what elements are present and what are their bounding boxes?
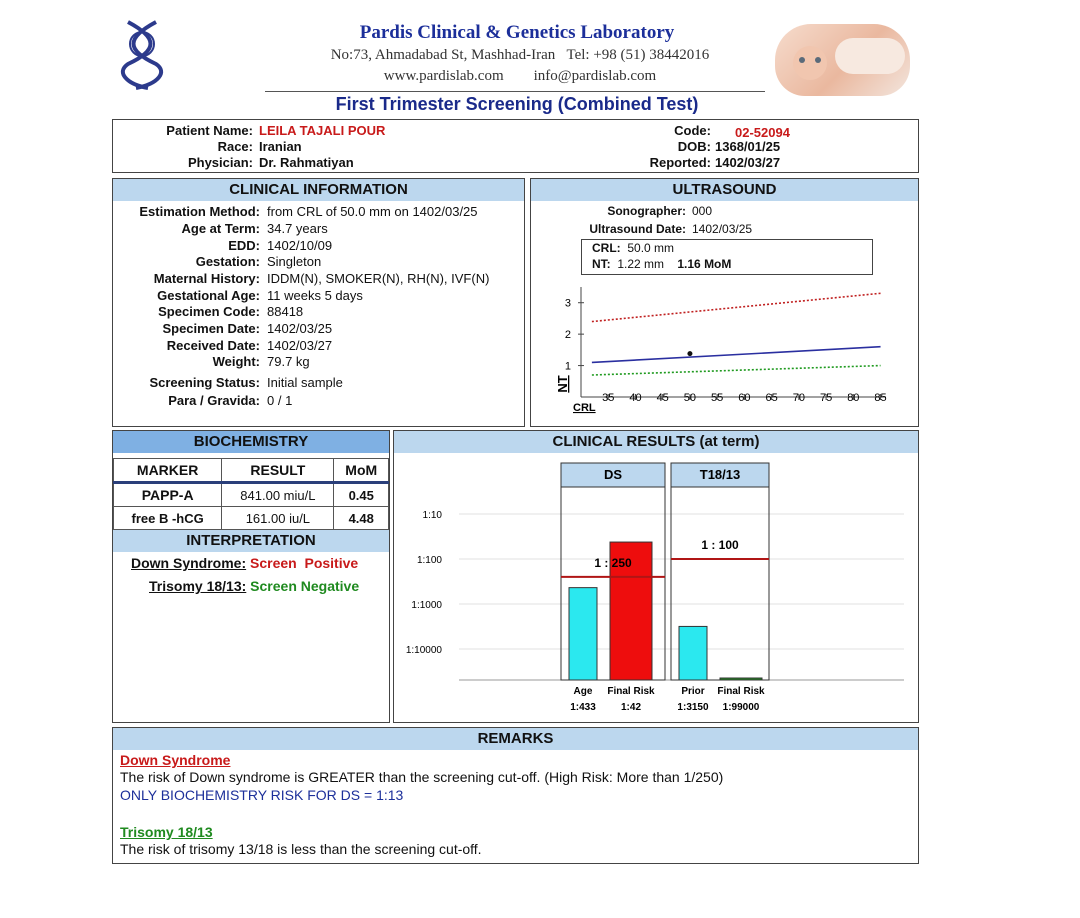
clinical-info-box xyxy=(112,178,525,427)
remarks-ds-title: Down Syndrome xyxy=(120,752,231,768)
bar-value: 1:3150 xyxy=(677,702,709,713)
sonographer-value: 000 xyxy=(692,204,713,218)
col-mom: MoM xyxy=(334,459,389,483)
physician-label: Physician: xyxy=(187,155,253,170)
y-tick-label: 1:1000 xyxy=(411,600,442,611)
clinical-row-label: Maternal History: xyxy=(153,271,260,286)
t18-interp-label: Trisomy 18/13: xyxy=(149,578,247,594)
lab-name: Pardis Clinical & Genetics Laboratory xyxy=(359,22,675,43)
patient-name-label: Patient Name: xyxy=(166,123,253,138)
y-tick-label: 3 xyxy=(564,297,571,310)
y-tick-label: 1:100 xyxy=(416,555,442,566)
lab-web-line xyxy=(270,68,770,85)
clinical-row-label: Gestational Age: xyxy=(157,288,260,303)
dob-label: DOB: xyxy=(677,139,711,154)
clinical-info-header: CLINICAL INFORMATION xyxy=(113,179,524,201)
x-tick-label: 35 xyxy=(602,392,615,404)
lab-website[interactable]: www.pardislab.com xyxy=(383,68,504,84)
ultrasound-header: ULTRASOUND xyxy=(531,179,918,201)
x-tick-label: 65 xyxy=(765,392,778,404)
crl-label: CRL: xyxy=(592,241,621,255)
x-tick-label: 80 xyxy=(847,392,860,404)
header-divider xyxy=(265,91,765,92)
lab-contact-line xyxy=(270,47,770,64)
col-marker: MARKER xyxy=(114,459,222,483)
bar-label: Final Risk xyxy=(717,686,765,697)
ultrasound-date-value: 1402/03/25 xyxy=(692,222,753,236)
bar-value: 1:42 xyxy=(620,702,642,713)
clinical-row-label: Specimen Code: xyxy=(158,304,260,319)
y-tick-label: 1 xyxy=(564,360,571,373)
table-row xyxy=(114,483,389,507)
patient-name: LEILA TAJALI POUR xyxy=(259,123,386,138)
clinical-row-value: from CRL of 50.0 mm on 1402/03/25 xyxy=(267,204,478,219)
t18-panel-title: T18/13 xyxy=(699,467,741,482)
sonographer-label: Sonographer: xyxy=(607,204,686,218)
x-tick-label: 70 xyxy=(792,392,805,404)
clinical-row-value: 88418 xyxy=(267,304,304,319)
reported-label: Reported: xyxy=(649,155,711,170)
nt-label: NT: xyxy=(592,257,611,271)
remarks-t18-text: The risk of trisomy 13/18 is less than the screening cut-off. xyxy=(120,841,482,857)
dob-value: 1368/01/25 xyxy=(715,139,781,154)
table-row xyxy=(114,507,389,530)
ds-panel-title: DS xyxy=(603,467,623,482)
clinical-row-label: Estimation Method: xyxy=(139,204,260,219)
risk-bar xyxy=(679,626,707,680)
x-tick-label: 85 xyxy=(874,392,887,404)
col-result: RESULT xyxy=(222,459,334,483)
risk-bar xyxy=(569,588,597,680)
clinical-row-label: Para / Gravida: xyxy=(168,393,260,408)
physician-value: Dr. Rahmatiyan xyxy=(259,155,354,170)
lab-address: No:73, Ahmadabad St, Mashhad-Iran xyxy=(330,47,556,63)
mom-cell: 0.45 xyxy=(334,483,389,507)
remarks-header: REMARKS xyxy=(113,728,918,750)
clinical-row-label: Age at Term: xyxy=(181,221,260,236)
clinical-row-value: 1402/03/27 xyxy=(267,338,333,353)
ds-cutoff-label: 1 : 250 xyxy=(594,555,632,570)
x-tick-label: 45 xyxy=(656,392,669,404)
risk-bar xyxy=(720,678,762,680)
clinical-results-header: CLINICAL RESULTS (at term) xyxy=(394,431,918,453)
nt-value: 1.22 mm xyxy=(617,257,665,271)
risk-chart xyxy=(394,458,918,720)
bar-value: 1:433 xyxy=(570,702,596,713)
ds-interp-label: Down Syndrome: xyxy=(131,555,247,571)
clinical-row-value: 34.7 years xyxy=(267,221,328,236)
ds-interp-result: Screen Positive xyxy=(250,555,359,571)
bar-label: Prior xyxy=(681,686,705,697)
report-title: First Trimester Screening (Combined Test) xyxy=(335,94,699,114)
biochemistry-box xyxy=(112,430,390,723)
t18-cutoff-label: 1 : 100 xyxy=(701,538,739,552)
clinical-row-value: Singleton xyxy=(267,254,322,269)
clinical-row-value: IDDM(N), SMOKER(N), RH(N), IVF(N) xyxy=(267,271,490,286)
clinical-row-label: Received Date: xyxy=(166,338,260,353)
code-value: 02-52094 xyxy=(735,125,790,140)
series-line-upper xyxy=(592,293,881,321)
x-tick-label: 50 xyxy=(683,392,697,404)
lab-email[interactable]: info@pardislab.com xyxy=(533,68,657,84)
y-tick-label: 1:10 xyxy=(422,510,442,521)
clinical-row-value: 11 weeks 5 days xyxy=(267,288,363,303)
result-cell: 161.00 iu/L xyxy=(222,507,334,530)
clinical-row-value: 1402/03/25 xyxy=(267,321,333,336)
t18-interp-result: Screen Negative xyxy=(250,578,360,594)
y-tick-label: 1:10000 xyxy=(405,645,442,656)
x-axis-label: CRL xyxy=(573,402,596,414)
marker-cell: free B -hCG xyxy=(114,507,222,530)
bar-label: Final Risk xyxy=(607,686,655,697)
biochemistry-table xyxy=(113,458,389,530)
bar-label: Age xyxy=(573,686,593,697)
series-line-lower xyxy=(592,366,881,375)
clinical-row-value: Initial sample xyxy=(267,375,343,390)
biochemistry-header: BIOCHEMISTRY xyxy=(113,431,389,453)
reported-value: 1402/03/27 xyxy=(715,155,781,170)
x-tick-label: 55 xyxy=(711,392,724,404)
clinical-row-label: Screening Status: xyxy=(149,375,260,390)
clinical-row-label: Weight: xyxy=(212,354,260,369)
bar-value: 1:99000 xyxy=(722,702,760,713)
clinical-row-value: 0 / 1 xyxy=(267,393,293,408)
remarks-t18-title: Trisomy 18/13 xyxy=(120,824,213,840)
clinical-row-value: 79.7 kg xyxy=(267,354,310,369)
race-label: Race: xyxy=(217,139,253,154)
nt-crl-chart xyxy=(531,279,918,419)
clinical-row-label: Specimen Date: xyxy=(162,321,260,336)
nt-mom-value: 1.16 MoM xyxy=(677,257,732,271)
clinical-results-box xyxy=(393,430,919,723)
x-tick-label: 60 xyxy=(738,392,751,404)
race-value: Iranian xyxy=(259,139,302,154)
marker-cell: PAPP-A xyxy=(114,483,222,507)
y-tick-label: 2 xyxy=(564,329,571,342)
nt-measurement-point xyxy=(687,351,692,356)
y-axis-label: NT xyxy=(555,375,570,393)
ultrasound-box xyxy=(530,178,919,427)
ultrasound-date-label: Ultrasound Date: xyxy=(589,222,686,236)
clinical-row-label: Gestation: xyxy=(195,254,260,269)
nt-measure-box xyxy=(581,239,873,275)
mom-cell: 4.48 xyxy=(334,507,389,530)
crl-value: 50.0 mm xyxy=(627,241,675,255)
t18-interpretation xyxy=(149,578,359,594)
remarks-box xyxy=(112,727,919,864)
code-label: Code: xyxy=(674,123,711,138)
x-tick-label: 40 xyxy=(629,392,642,404)
interpretation-header: INTERPRETATION xyxy=(113,530,389,552)
series-line-median xyxy=(592,347,881,363)
clinical-row-value: 1402/10/09 xyxy=(267,238,333,253)
patient-info-box xyxy=(112,119,919,173)
lab-phone: Tel: +98 (51) 38442016 xyxy=(566,47,710,63)
remarks-ds-text: The risk of Down syndrome is GREATER than the screening cut-off. (High Risk: More than 1/250) xyxy=(120,769,724,785)
lab-logo xyxy=(118,18,166,90)
ds-interpretation xyxy=(131,555,358,571)
baby-photo xyxy=(775,24,910,96)
x-tick-label: 75 xyxy=(819,392,833,404)
result-cell: 841.00 miu/L xyxy=(222,483,334,507)
clinical-row-label: EDD: xyxy=(228,238,260,253)
remarks-ds-note: ONLY BIOCHEMISTRY RISK FOR DS = 1:13 xyxy=(120,787,404,803)
